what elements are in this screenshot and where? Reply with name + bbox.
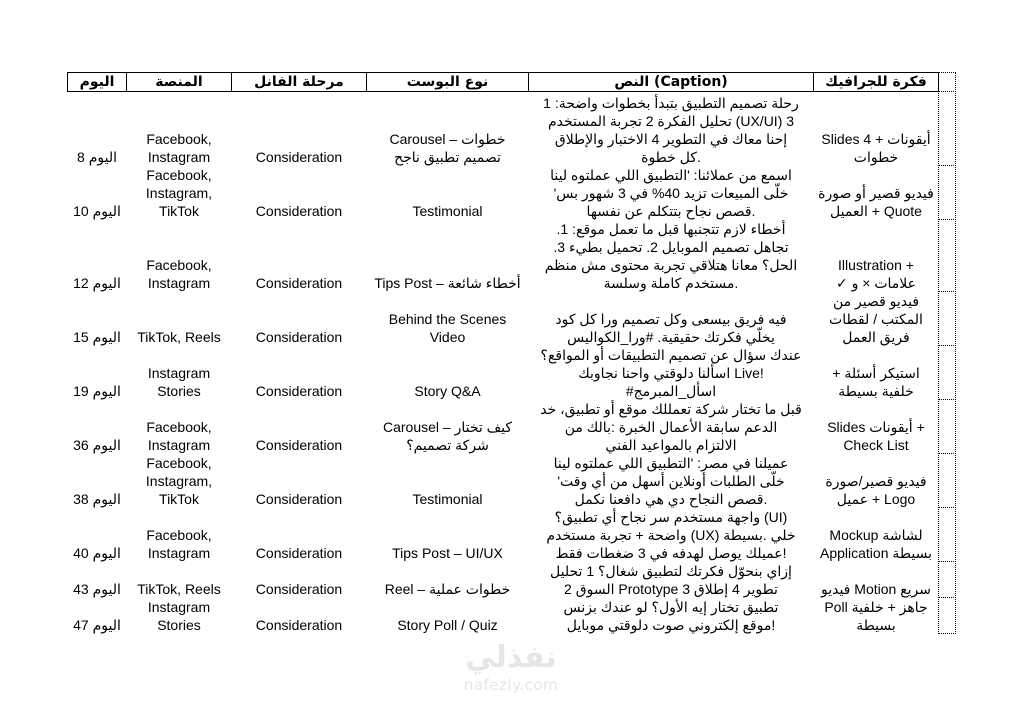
caption-cell-line: خلّى المبيعات تزيد 40% في 3 شهور بس' xyxy=(553,184,789,201)
graphic-idea-cell-line: + Illustration xyxy=(838,256,914,273)
funnel-stage-cell-text: Consideration xyxy=(255,328,343,345)
funnel-stage-cell xyxy=(232,166,367,220)
graphic-idea-cell xyxy=(814,92,939,166)
caption-cell-line: خلي .بسيطة (UX) واضحة + تجربة مستخدم xyxy=(546,526,796,543)
caption-cell xyxy=(529,346,814,400)
content-plan-table xyxy=(67,72,939,634)
funnel-stage-cell xyxy=(232,346,367,400)
post-type-cell-line: Story Q&A xyxy=(414,382,481,399)
post-type-cell xyxy=(367,166,529,220)
watermark-latin: nafezly.com xyxy=(463,676,559,694)
caption-cell-line: إزاي بنحوّل فكرتك لتطبيق شغال؟ 1 تحليل xyxy=(550,562,792,579)
table-row xyxy=(68,454,939,508)
dotted-cell xyxy=(938,91,956,166)
post-type-cell-line: خطوات – Carousel xyxy=(389,130,506,147)
funnel-stage-cell-text: Consideration xyxy=(255,580,343,597)
table-row xyxy=(68,346,939,400)
table-row xyxy=(68,598,939,634)
caption-cell-line: .مستخدم كاملة وسلسة xyxy=(603,274,739,291)
platform-cell xyxy=(127,92,232,166)
platform-cell-line: TikTok xyxy=(159,202,199,219)
platform-cell-line: Instagram xyxy=(147,274,211,291)
graphic-idea-cell-line: جاهز + خلفية Poll xyxy=(824,598,928,615)
day-cell-text: اليوم 10 xyxy=(73,202,121,219)
graphic-idea-cell-line: Quote + العميل xyxy=(830,202,922,219)
post-type-cell-line: Tips Post – UI/UX xyxy=(392,544,503,561)
caption-cell-line: الالتزام بالمواعيد الفني xyxy=(605,436,737,453)
caption-cell-line: الحل؟ معانا هتلاقي تجربة محتوى مش منظم xyxy=(544,256,798,273)
post-type-cell-line: Behind the Scenes xyxy=(388,310,507,327)
header-day: اليوم xyxy=(68,73,127,92)
post-type-cell-line: Testimonial xyxy=(412,490,483,507)
graphic-idea-cell-line: فيديو قصير أو صورة xyxy=(818,184,934,201)
graphic-idea-cell xyxy=(814,508,939,562)
post-type-cell xyxy=(367,292,529,346)
graphic-idea-cell xyxy=(814,598,939,634)
table-row xyxy=(68,220,939,292)
post-type-cell-line: أخطاء شائعة – Tips Post xyxy=(374,274,521,291)
day-cell xyxy=(68,220,127,292)
graphic-idea-cell-line: Logo + عميل xyxy=(836,490,916,507)
day-cell-text: اليوم 47 xyxy=(73,616,121,633)
caption-cell-line: عميلنا في مصر: 'التطبيق اللي عملتوه لينا xyxy=(553,454,789,471)
caption-cell-line: اسأل_المبرمج# xyxy=(625,382,717,399)
platform-cell-line: Facebook, xyxy=(146,454,212,471)
table-row xyxy=(68,562,939,598)
dotted-cell xyxy=(938,597,956,634)
dotted-cell xyxy=(938,507,956,562)
day-cell-text: اليوم 36 xyxy=(73,436,121,453)
graphic-idea-cell-line: المكتب / لقطات xyxy=(829,310,923,327)
caption-cell-line: تطبيق تختار إيه الأول؟ لو عندك بزنس xyxy=(563,598,779,615)
graphic-idea-cell-line: بسيطة xyxy=(856,616,896,633)
post-type-cell xyxy=(367,508,529,562)
caption-cell-line: أخطاء لازم تتجنبها قبل ما تعمل موقع: 1. xyxy=(556,220,786,237)
platform-cell xyxy=(127,562,232,598)
platform-cell-line: TikTok, Reels xyxy=(137,328,221,345)
header-platform: المنصة xyxy=(127,73,232,92)
platform-cell xyxy=(127,346,232,400)
header-caption: النص (Caption) xyxy=(529,73,814,92)
funnel-stage-cell xyxy=(232,400,367,454)
caption-cell xyxy=(529,92,814,166)
graphic-idea-cell xyxy=(814,400,939,454)
platform-cell-line: Instagram xyxy=(147,148,211,165)
dotted-cell xyxy=(938,291,956,346)
platform-cell-line: Facebook, xyxy=(146,526,212,543)
caption-cell-line: قبل ما تختار شركة تعمللك موقع أو تطبيق، خد xyxy=(540,400,802,417)
caption-cell-line: !عميلك يوصل لهدفه في 3 ضغطات فقط xyxy=(555,544,787,561)
caption-cell-line: فيه فريق بيسعى وكل تصميم ورا كل كود xyxy=(555,310,787,327)
table-row xyxy=(68,166,939,220)
header-graphic-idea: فكرة للجرافيك xyxy=(814,73,939,92)
day-cell xyxy=(68,400,127,454)
table-row xyxy=(68,92,939,166)
graphic-idea-cell-line: خلفية بسيطة xyxy=(838,382,914,399)
dotted-cell xyxy=(938,72,956,92)
caption-cell-line: خلّى الطلبات أونلاين أسهل من أي وقت' xyxy=(557,472,785,489)
graphic-idea-cell-line: Check List xyxy=(843,436,909,453)
day-cell xyxy=(68,598,127,634)
day-cell xyxy=(68,346,127,400)
caption-cell xyxy=(529,454,814,508)
day-cell-text: اليوم 8 xyxy=(77,148,117,165)
post-type-cell-line: كيف تختار – Carousel xyxy=(382,418,513,435)
day-cell-text: اليوم 12 xyxy=(73,274,121,291)
platform-cell-line: Facebook, xyxy=(146,256,212,273)
nafezly-watermark-logo xyxy=(446,640,576,702)
graphic-idea-cell xyxy=(814,220,939,292)
platform-cell-line: Instagram, xyxy=(145,184,213,201)
caption-cell-line: يخلّي فكرتك حقيقية. #ورا_الكواليس xyxy=(567,328,775,345)
platform-cell-line: Instagram xyxy=(147,436,211,453)
post-type-cell xyxy=(367,346,529,400)
post-type-cell-line: Testimonial xyxy=(412,202,483,219)
graphic-idea-cell-line: خطوات xyxy=(853,148,899,165)
post-type-cell xyxy=(367,220,529,292)
funnel-stage-cell-text: Consideration xyxy=(255,616,343,633)
day-cell xyxy=(68,92,127,166)
caption-cell-line: .قصص النجاح دي هي دافعنا نكمل xyxy=(574,490,768,507)
dotted-cell xyxy=(938,399,956,454)
funnel-stage-cell xyxy=(232,220,367,292)
post-type-cell-line: تصميم تطبيق ناجح xyxy=(394,148,501,165)
platform-cell xyxy=(127,292,232,346)
watermark-arabic: نفذلي xyxy=(465,640,557,675)
caption-cell-line: تجاهل تصميم الموبايل 2. تحميل بطيء 3. xyxy=(553,238,789,255)
day-cell xyxy=(68,454,127,508)
platform-cell xyxy=(127,454,232,508)
platform-cell-line: Instagram, xyxy=(145,472,213,489)
caption-cell-line: تطوير 4 إطلاق 3 Prototype السوق 2 xyxy=(564,580,778,597)
caption-cell-line: .قصص نجاح بتتكلم عن نفسها xyxy=(586,202,756,219)
platform-cell-line: Instagram xyxy=(147,598,211,615)
caption-cell xyxy=(529,400,814,454)
post-type-cell xyxy=(367,562,529,598)
caption-cell xyxy=(529,598,814,634)
caption-cell-line: إحنا معاك في التطوير 4 الاختبار والإطلاق xyxy=(554,130,788,147)
caption-cell-line: !موقع إلكتروني صوت دلوقتي موبايل xyxy=(566,616,776,633)
day-cell xyxy=(68,292,127,346)
day-cell-text: اليوم 43 xyxy=(73,580,121,597)
day-cell xyxy=(68,166,127,220)
caption-cell-line: !Live اسألنا دلوقتي واحنا نجاوبك xyxy=(578,364,764,381)
graphic-idea-cell xyxy=(814,562,939,598)
dotted-cell xyxy=(938,561,956,598)
day-cell-text: اليوم 38 xyxy=(73,490,121,507)
post-type-cell-line: خطوات عملية – Reel xyxy=(384,580,511,597)
caption-cell xyxy=(529,508,814,562)
funnel-stage-cell-text: Consideration xyxy=(255,490,343,507)
graphic-idea-cell-line: سريع Motion فيديو xyxy=(820,580,932,597)
day-cell-text: اليوم 19 xyxy=(73,382,121,399)
funnel-stage-cell-text: Consideration xyxy=(255,274,343,291)
caption-cell-line: .كل خطوة xyxy=(641,148,701,165)
platform-cell xyxy=(127,598,232,634)
funnel-stage-cell xyxy=(232,562,367,598)
funnel-stage-cell xyxy=(232,508,367,562)
graphic-idea-cell-line: فيديو قصير من xyxy=(832,292,920,309)
funnel-stage-cell xyxy=(232,454,367,508)
dotted-cell xyxy=(938,219,956,292)
platform-cell-line: Instagram xyxy=(147,364,211,381)
funnel-stage-cell-text: Consideration xyxy=(255,202,343,219)
graphic-idea-cell-line: + أيقونات Slides xyxy=(827,418,925,435)
dotted-cell xyxy=(938,345,956,400)
graphic-idea-cell-line: أيقونات + 4 Slides xyxy=(821,130,931,147)
funnel-stage-cell-text: Consideration xyxy=(255,436,343,453)
platform-cell-line: Instagram xyxy=(147,544,211,561)
day-cell-text: اليوم 15 xyxy=(73,328,121,345)
platform-cell-line: TikTok, Reels xyxy=(137,580,221,597)
content-plan-table-wrapper xyxy=(67,72,939,634)
graphic-idea-cell-line: فيديو قصير/صورة xyxy=(825,472,927,489)
funnel-stage-cell-text: Consideration xyxy=(255,148,343,165)
post-type-cell-line: Story Poll / Quiz xyxy=(397,616,498,633)
platform-cell-line: Facebook, xyxy=(146,130,212,147)
caption-cell xyxy=(529,220,814,292)
table-header-row xyxy=(68,73,939,92)
post-type-cell xyxy=(367,92,529,166)
funnel-stage-cell xyxy=(232,92,367,166)
funnel-stage-cell-text: Consideration xyxy=(255,544,343,561)
platform-cell xyxy=(127,166,232,220)
graphic-idea-cell-line: فريق العمل xyxy=(842,328,910,345)
funnel-stage-cell-text: Consideration xyxy=(255,382,343,399)
platform-cell-line: Facebook, xyxy=(146,418,212,435)
caption-cell-line: عندك سؤال عن تصميم التطبيقات أو المواقع؟ xyxy=(540,346,802,363)
graphic-idea-cell xyxy=(814,166,939,220)
platform-cell xyxy=(127,508,232,562)
caption-cell-line: الدعم سابقة الأعمال الخبرة :بالك من xyxy=(564,418,778,435)
table-row xyxy=(68,400,939,454)
day-cell xyxy=(68,562,127,598)
dotted-cell xyxy=(938,165,956,220)
caption-cell-line: اسمع من عملائنا: 'التطبيق اللي عملتوه لينا xyxy=(550,166,792,183)
post-type-cell xyxy=(367,400,529,454)
graphic-idea-cell-line: علامات × و ✓ xyxy=(836,274,916,291)
caption-cell xyxy=(529,292,814,346)
post-type-cell xyxy=(367,598,529,634)
platform-cell-line: TikTok xyxy=(159,490,199,507)
header-funnel-stage: مرحلة الفانل xyxy=(232,73,367,92)
header-post-type: نوع البوست xyxy=(367,73,529,92)
caption-cell-line: رحلة تصميم التطبيق بتبدأ بخطوات واضحة: 1 xyxy=(543,94,799,111)
funnel-stage-cell xyxy=(232,598,367,634)
platform-cell xyxy=(127,400,232,454)
platform-cell-line: Stories xyxy=(157,616,201,633)
post-type-cell-line: Video xyxy=(429,328,466,345)
platform-cell xyxy=(127,220,232,292)
dotted-margin-column xyxy=(938,72,956,634)
caption-cell xyxy=(529,166,814,220)
caption-cell-line: (UI) واجهة مستخدم سر نجاح أي تطبيق؟ xyxy=(554,508,788,525)
table-row xyxy=(68,508,939,562)
caption-cell-line: 3 (UX/UI) تحليل الفكرة 2 تجربة المستخدم xyxy=(547,112,795,129)
day-cell-text: اليوم 40 xyxy=(73,544,121,561)
table-row xyxy=(68,292,939,346)
funnel-stage-cell xyxy=(232,292,367,346)
graphic-idea-cell-line: لشاشة Mockup xyxy=(829,526,923,543)
post-type-cell xyxy=(367,454,529,508)
graphic-idea-cell xyxy=(814,454,939,508)
platform-cell-line: Stories xyxy=(157,382,201,399)
graphic-idea-cell-line: بسيطة Application xyxy=(820,544,932,561)
graphic-idea-cell xyxy=(814,346,939,400)
day-cell xyxy=(68,508,127,562)
graphic-idea-cell-line: استيكر أسئلة + xyxy=(832,364,920,381)
post-type-cell-line: شركة تصميم؟ xyxy=(406,436,489,453)
caption-cell xyxy=(529,562,814,598)
graphic-idea-cell xyxy=(814,292,939,346)
platform-cell-line: Facebook, xyxy=(146,166,212,183)
dotted-cell xyxy=(938,453,956,508)
